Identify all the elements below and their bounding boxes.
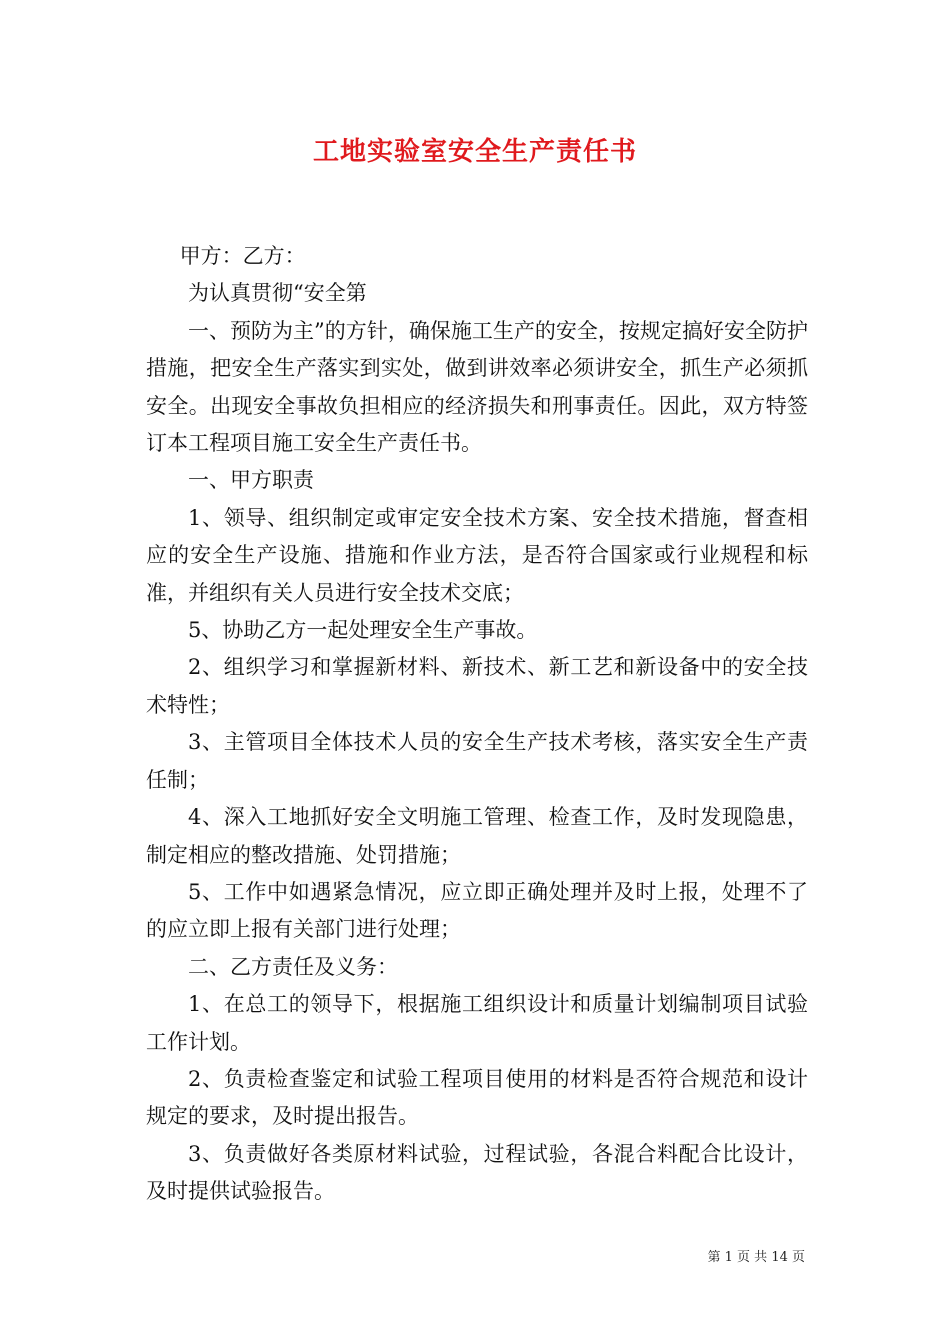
paragraph: 2、组织学习和掌握新材料、新技术、新工艺和新设备中的安全技术特性； xyxy=(146,655,808,717)
section-heading: 二、乙方责任及义务： xyxy=(188,954,398,979)
paragraph: 4、深入工地抓好安全文明施工管理、检查工作，及时发现隐患，制定相应的整改措施、处罚措施； xyxy=(146,805,808,867)
section-heading: 一、甲方职责 xyxy=(188,468,314,493)
document-body xyxy=(146,238,808,1211)
paragraph: 5、协助乙方一起处理安全生产事故。 xyxy=(188,618,538,643)
page-number: 第 1 页 共 14 页 xyxy=(707,1250,805,1265)
parties-line: 甲方：乙方： xyxy=(179,244,306,268)
paragraph: 1、在总工的领导下，根据施工组织设计和质量计划编制项目试验工作计划。 xyxy=(146,992,808,1054)
paragraph: 一、预防为主”的方针，确保施工生产的安全，按规定搞好安全防护措施，把安全生产落实到实处，做到讲效率必须讲安全，抓生产必须抓安全。出现安全事故负担相应的经济损失和刑事责任。因此，双方特签订本工程项目施工安全生产责任书。 xyxy=(146,318,808,456)
paragraph: 2、负责检查鉴定和试验工程项目使用的材料是否符合规范和设计规定的要求，及时提出报告。 xyxy=(146,1066,808,1129)
paragraph: 3、主管项目全体技术人员的安全生产技术考核，落实安全生产责任制； xyxy=(146,730,808,792)
paragraph: 3、负责做好各类原材料试验，过程试验，各混合料配合比设计，及时提供试验报告。 xyxy=(146,1141,808,1204)
paragraph: 5、工作中如遇紧急情况，应立即正确处理并及时上报，处理不了的应立即上报有关部门进行处理； xyxy=(146,879,808,942)
paragraph: 为认真贯彻“安全第 xyxy=(188,281,367,306)
paragraph: 1、领导、组织制定或审定安全技术方案、安全技术措施，督查相应的安全生产设施、措施和作业方法，是否符合国家或行业规程和标准，并组织有关人员进行安全技术交底； xyxy=(146,505,808,605)
document-title: 工地实验室安全生产责任书 xyxy=(312,137,637,167)
